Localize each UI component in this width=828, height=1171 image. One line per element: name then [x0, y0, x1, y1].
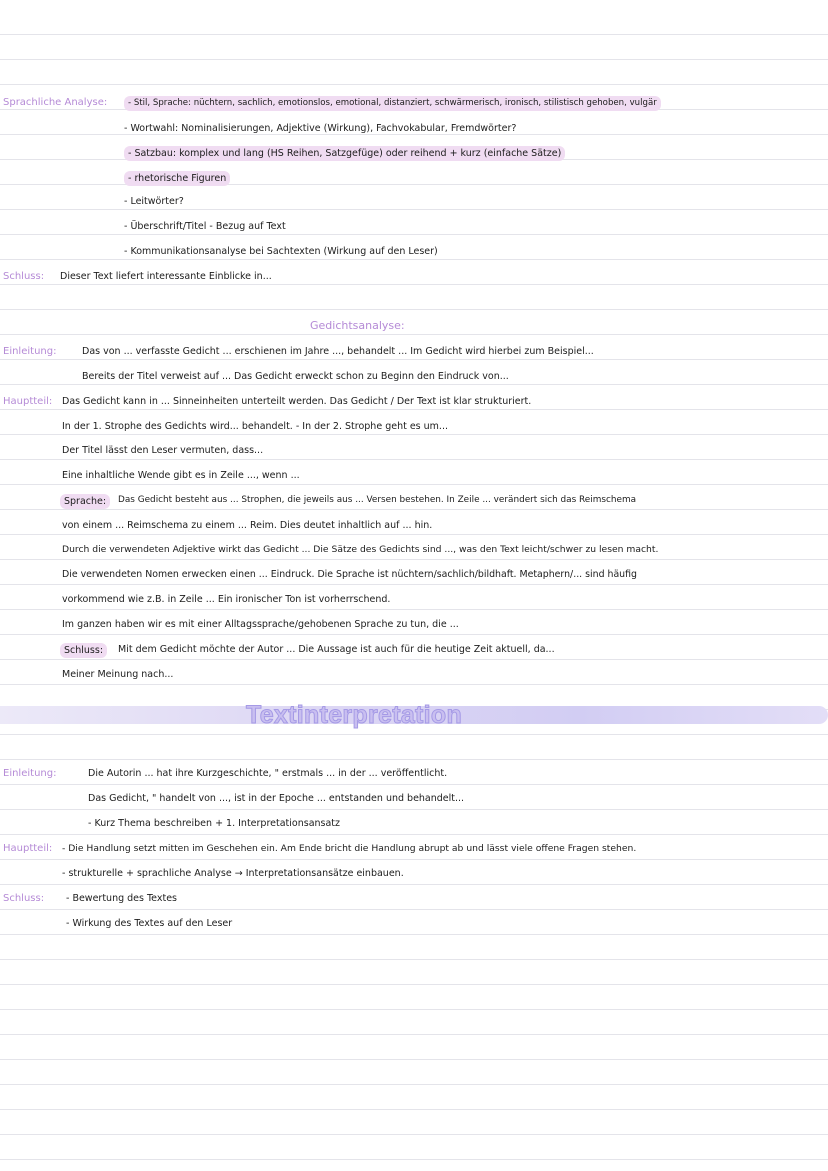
section-label-hauptteil: Hauptteil:	[3, 396, 53, 407]
note-line: Eine inhaltliche Wende gibt es in Zeile ..., wenn ...	[62, 470, 300, 481]
note-line: Das Gedicht kann in ... Sinneinheiten unterteilt werden. Das Gedicht / Der Text ist klar strukturiert.	[62, 396, 532, 407]
section-label-hauptteil: Hauptteil:	[3, 843, 53, 854]
note-line: Meiner Meinung nach...	[62, 669, 174, 680]
note-line: Das von ... verfasste Gedicht ... erschienen im Jahre ..., behandelt ... Im Gedicht wird hierbei zum Beispiel...	[82, 346, 594, 357]
note-line: Das Gedicht, " handelt von ..., ist in der Epoche ... entstanden und behandelt...	[88, 793, 465, 804]
note-line: - Wortwahl: Nominalisierungen, Adjektive (Wirkung), Fachvokabular, Fremdwörter?	[124, 123, 517, 134]
note-line: - Kurz Thema beschreiben + 1. Interpretationsansatz	[88, 818, 341, 829]
note-line: Der Titel lässt den Leser vermuten, dass...	[62, 445, 264, 456]
note-line: - Bewertung des Textes	[66, 893, 177, 904]
note-line: - Überschrift/Titel - Bezug auf Text	[124, 221, 286, 232]
section-label-einleitung: Einleitung:	[3, 346, 57, 357]
note-line: - Stil, Sprache: nüchtern, sachlich, emotionslos, emotional, distanziert, schwärmerisch, ironisch, stilistisch gehoben, vulgär	[124, 96, 661, 111]
note-line: - strukturelle + sprachliche Analyse → Interpretationsansätze einbauen.	[62, 868, 404, 879]
note-line: - Satzbau: komplex und lang (HS Reihen, Satzgefüge) oder reihend + kurz (einfache Sätze)	[124, 146, 565, 161]
section-label-schluss: Schluss:	[3, 893, 45, 904]
note-line: Die Autorin ... hat ihre Kurzgeschichte, " erstmals ... in der ... veröffentlicht.	[88, 768, 448, 779]
note-line: von einem ... Reimschema zu einem ... Reim. Dies deutet inhaltlich auf ... hin.	[62, 520, 433, 531]
note-line: Dieser Text liefert interessante Einblicke in...	[60, 271, 272, 282]
note-line: In der 1. Strophe des Gedichts wird... behandelt. - In der 2. Strophe geht es um...	[62, 421, 448, 432]
note-line: - rhetorische Figuren	[124, 171, 230, 186]
note-line: - Wirkung des Textes auf den Leser	[66, 918, 233, 929]
section-label-einleitung: Einleitung:	[3, 768, 57, 779]
schluss-label: Schluss:	[60, 643, 107, 658]
note-line: Das Gedicht besteht aus ... Strophen, die jeweils aus ... Versen bestehen. In Zeile ... verändert sich das Reimschema	[118, 495, 637, 505]
note-line: Durch die verwendeten Adjektive wirkt das Gedicht ... Die Sätze des Gedichts sind ..., was den Text leicht/schwer zu lesen macht.	[62, 544, 659, 555]
section-title-textinterpretation: Textinterpretation	[246, 701, 463, 729]
note-line: Mit dem Gedicht möchte der Autor ... Die Aussage ist auch für die heutige Zeit aktuell, da...	[118, 644, 555, 655]
note-line: vorkommend wie z.B. in Zeile ... Ein ironischer Ton ist vorherrschend.	[62, 594, 391, 605]
sprache-label: Sprache:	[60, 494, 110, 509]
note-line: - Kommunikationsanalyse bei Sachtexten (Wirkung auf den Leser)	[124, 246, 438, 257]
note-line: - Leitwörter?	[124, 196, 184, 207]
section-label-schluss: Schluss:	[3, 271, 45, 282]
note-line: - Die Handlung setzt mitten im Geschehen ein. Am Ende bricht die Handlung abrupt ab und lässt viele offene Fragen stehen.	[62, 843, 637, 854]
note-line: Die verwendeten Nomen erwecken einen ... Eindruck. Die Sprache ist nüchtern/sachlich/bildhaft. Metaphern/... sind häufig	[62, 569, 637, 580]
section-title-gedichtsanalyse: Gedichtsanalyse:	[310, 319, 405, 332]
section-label-sprachliche-analyse: Sprachliche Analyse:	[3, 97, 108, 108]
note-line: Bereits der Titel verweist auf ... Das Gedicht erweckt schon zu Beginn den Eindruck von...	[82, 371, 509, 382]
note-line: Im ganzen haben wir es mit einer Alltagssprache/gehobenen Sprache zu tun, die ...	[62, 619, 459, 630]
